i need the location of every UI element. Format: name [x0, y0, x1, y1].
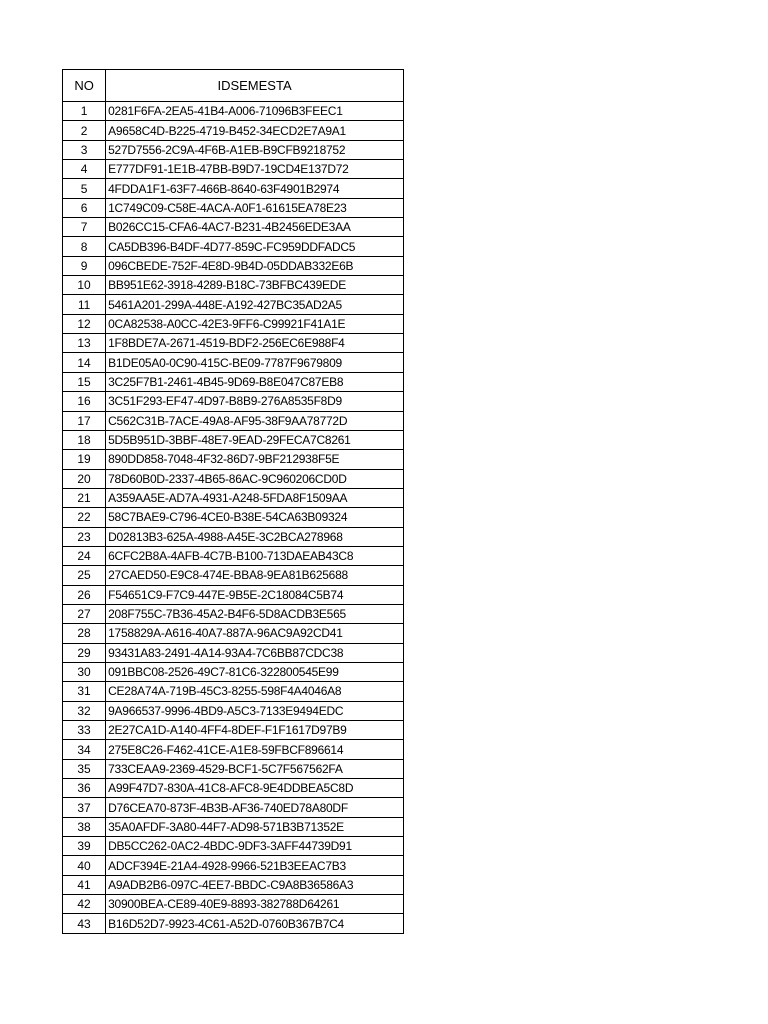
row-number-cell: 41	[63, 875, 106, 894]
row-number-cell: 34	[63, 740, 106, 759]
table-row	[63, 682, 404, 701]
idsemesta-cell: E777DF91-1E1B-47BB-B9D7-19CD4E137D72	[106, 160, 404, 179]
table-row	[63, 314, 404, 333]
table-row	[63, 856, 404, 875]
row-number-cell: 25	[63, 566, 106, 585]
row-number-cell: 1	[63, 102, 106, 121]
row-number-cell: 27	[63, 604, 106, 623]
table-row	[63, 334, 404, 353]
row-number-cell: 39	[63, 837, 106, 856]
idsemesta-cell: 2E27CA1D-A140-4FF4-8DEF-F1F1617D97B9	[106, 721, 404, 740]
table-row	[63, 662, 404, 681]
table-row	[63, 546, 404, 565]
table-row	[63, 721, 404, 740]
row-number-cell: 37	[63, 798, 106, 817]
row-number-cell: 38	[63, 817, 106, 836]
table-row	[63, 643, 404, 662]
table-row	[63, 798, 404, 817]
idsemesta-cell: 6CFC2B8A-4AFB-4C7B-B100-713DAEAB43C8	[106, 546, 404, 565]
idsemesta-cell: 5461A201-299A-448E-A192-427BC35AD2A5	[106, 295, 404, 314]
idsemesta-cell: 93431A83-2491-4A14-93A4-7C6BB87CDC38	[106, 643, 404, 662]
idsemesta-cell: F54651C9-F7C9-447E-9B5E-2C18084C5B74	[106, 585, 404, 604]
idsemesta-cell: 733CEAA9-2369-4529-BCF1-5C7F567562FA	[106, 759, 404, 778]
idsemesta-cell: 78D60B0D-2337-4B65-86AC-9C960206CD0D	[106, 469, 404, 488]
idsemesta-cell: D76CEA70-873F-4B3B-AF36-740ED78A80DF	[106, 798, 404, 817]
row-number-cell: 31	[63, 682, 106, 701]
table-row	[63, 469, 404, 488]
idsemesta-cell: 35A0AFDF-3A80-44F7-AD98-571B3B71352E	[106, 817, 404, 836]
table-row	[63, 566, 404, 585]
idsemesta-cell: 096CBEDE-752F-4E8D-9B4D-05DDAB332E6B	[106, 256, 404, 275]
table-row	[63, 372, 404, 391]
idsemesta-cell: 9A966537-9996-4BD9-A5C3-7133E9494EDC	[106, 701, 404, 720]
table-row	[63, 237, 404, 256]
idsemesta-cell: B16D52D7-9923-4C61-A52D-0760B367B7C4	[106, 914, 404, 933]
row-number-cell: 33	[63, 721, 106, 740]
table-row	[63, 508, 404, 527]
idsemesta-cell: 4FDDA1F1-63F7-466B-8640-63F4901B2974	[106, 179, 404, 198]
idsemesta-cell: C562C31B-7ACE-49A8-AF95-38F9AA78772D	[106, 411, 404, 430]
row-number-cell: 23	[63, 527, 106, 546]
table-row	[63, 121, 404, 140]
idsemesta-cell: 0CA82538-A0CC-42E3-9FF6-C99921F41A1E	[106, 314, 404, 333]
idsemesta-cell: A359AA5E-AD7A-4931-A248-5FDA8F1509AA	[106, 488, 404, 507]
idsemesta-cell: A9ADB2B6-097C-4EE7-BBDC-C9A8B36586A3	[106, 875, 404, 894]
idsemesta-cell: A99F47D7-830A-41C8-AFC8-9E4DDBEA5C8D	[106, 779, 404, 798]
column-header-idsemesta: IDSEMESTA	[106, 70, 404, 102]
table-row	[63, 450, 404, 469]
idsemesta-cell: 1C749C09-C58E-4ACA-A0F1-61615EA78E23	[106, 198, 404, 217]
row-number-cell: 12	[63, 314, 106, 333]
table-row	[63, 740, 404, 759]
idsemesta-cell: DB5CC262-0AC2-4BDC-9DF3-3AFF44739D91	[106, 837, 404, 856]
idsemesta-table	[62, 69, 404, 934]
idsemesta-cell: 58C7BAE9-C796-4CE0-B38E-54CA63B09324	[106, 508, 404, 527]
row-number-cell: 3	[63, 140, 106, 159]
row-number-cell: 9	[63, 256, 106, 275]
row-number-cell: 6	[63, 198, 106, 217]
table-row	[63, 914, 404, 933]
table-row	[63, 624, 404, 643]
row-number-cell: 22	[63, 508, 106, 527]
idsemesta-cell: 527D7556-2C9A-4F6B-A1EB-B9CFB9218752	[106, 140, 404, 159]
row-number-cell: 35	[63, 759, 106, 778]
row-number-cell: 11	[63, 295, 106, 314]
row-number-cell: 7	[63, 218, 106, 237]
idsemesta-cell: 890DD858-7048-4F32-86D7-9BF212938F5E	[106, 450, 404, 469]
idsemesta-cell: BB951E62-3918-4289-B18C-73BFBC439EDE	[106, 276, 404, 295]
idsemesta-cell: 091BBC08-2526-49C7-81C6-322800545E99	[106, 662, 404, 681]
idsemesta-cell: 275E8C26-F462-41CE-A1E8-59FBCF896614	[106, 740, 404, 759]
idsemesta-cell: 27CAED50-E9C8-474E-BBA8-9EA81B625688	[106, 566, 404, 585]
idsemesta-cell: A9658C4D-B225-4719-B452-34ECD2E7A9A1	[106, 121, 404, 140]
row-number-cell: 4	[63, 160, 106, 179]
table-row	[63, 353, 404, 372]
table-row	[63, 218, 404, 237]
row-number-cell: 28	[63, 624, 106, 643]
table-row	[63, 276, 404, 295]
row-number-cell: 15	[63, 372, 106, 391]
idsemesta-cell: 3C25F7B1-2461-4B45-9D69-B8E047C87EB8	[106, 372, 404, 391]
table-row	[63, 488, 404, 507]
row-number-cell: 13	[63, 334, 106, 353]
idsemesta-cell: D02813B3-625A-4988-A45E-3C2BCA278968	[106, 527, 404, 546]
table-row	[63, 817, 404, 836]
table-row	[63, 140, 404, 159]
table-row	[63, 198, 404, 217]
idsemesta-cell: 3C51F293-EF47-4D97-B8B9-276A8535F8D9	[106, 392, 404, 411]
row-number-cell: 32	[63, 701, 106, 720]
row-number-cell: 2	[63, 121, 106, 140]
table-row	[63, 430, 404, 449]
table-row	[63, 837, 404, 856]
row-number-cell: 5	[63, 179, 106, 198]
table-row	[63, 585, 404, 604]
row-number-cell: 40	[63, 856, 106, 875]
idsemesta-cell: 1F8BDE7A-2671-4519-BDF2-256EC6E988F4	[106, 334, 404, 353]
row-number-cell: 8	[63, 237, 106, 256]
table-row	[63, 179, 404, 198]
table-row	[63, 102, 404, 121]
table-body	[63, 102, 404, 934]
table-row	[63, 759, 404, 778]
row-number-cell: 24	[63, 546, 106, 565]
idsemesta-cell: ADCF394E-21A4-4928-9966-521B3EEAC7B3	[106, 856, 404, 875]
table-row	[63, 895, 404, 914]
idsemesta-cell: CE28A74A-719B-45C3-8255-598F4A4046A8	[106, 682, 404, 701]
idsemesta-cell: 5D5B951D-3BBF-48E7-9EAD-29FECA7C8261	[106, 430, 404, 449]
row-number-cell: 18	[63, 430, 106, 449]
row-number-cell: 30	[63, 662, 106, 681]
idsemesta-cell: 0281F6FA-2EA5-41B4-A006-71096B3FEEC1	[106, 102, 404, 121]
row-number-cell: 26	[63, 585, 106, 604]
table-row	[63, 392, 404, 411]
row-number-cell: 43	[63, 914, 106, 933]
row-number-cell: 20	[63, 469, 106, 488]
table-row	[63, 875, 404, 894]
table-row	[63, 701, 404, 720]
idsemesta-cell: 30900BEA-CE89-40E9-8893-382788D64261	[106, 895, 404, 914]
table-row	[63, 256, 404, 275]
idsemesta-cell: 208F755C-7B36-45A2-B4F6-5D8ACDB3E565	[106, 604, 404, 623]
row-number-cell: 36	[63, 779, 106, 798]
table-row	[63, 779, 404, 798]
column-header-no: NO	[63, 70, 106, 102]
row-number-cell: 42	[63, 895, 106, 914]
table-row	[63, 604, 404, 623]
row-number-cell: 16	[63, 392, 106, 411]
row-number-cell: 19	[63, 450, 106, 469]
header-row	[63, 70, 404, 102]
table-row	[63, 411, 404, 430]
row-number-cell: 17	[63, 411, 106, 430]
row-number-cell: 29	[63, 643, 106, 662]
table-row	[63, 295, 404, 314]
row-number-cell: 21	[63, 488, 106, 507]
idsemesta-cell: B026CC15-CFA6-4AC7-B231-4B2456EDE3AA	[106, 218, 404, 237]
row-number-cell: 14	[63, 353, 106, 372]
idsemesta-cell: B1DE05A0-0C90-415C-BE09-7787F9679809	[106, 353, 404, 372]
table-row	[63, 527, 404, 546]
idsemesta-cell: 1758829A-A616-40A7-887A-96AC9A92CD41	[106, 624, 404, 643]
table-row	[63, 160, 404, 179]
idsemesta-cell: CA5DB396-B4DF-4D77-859C-FC959DDFADC5	[106, 237, 404, 256]
row-number-cell: 10	[63, 276, 106, 295]
